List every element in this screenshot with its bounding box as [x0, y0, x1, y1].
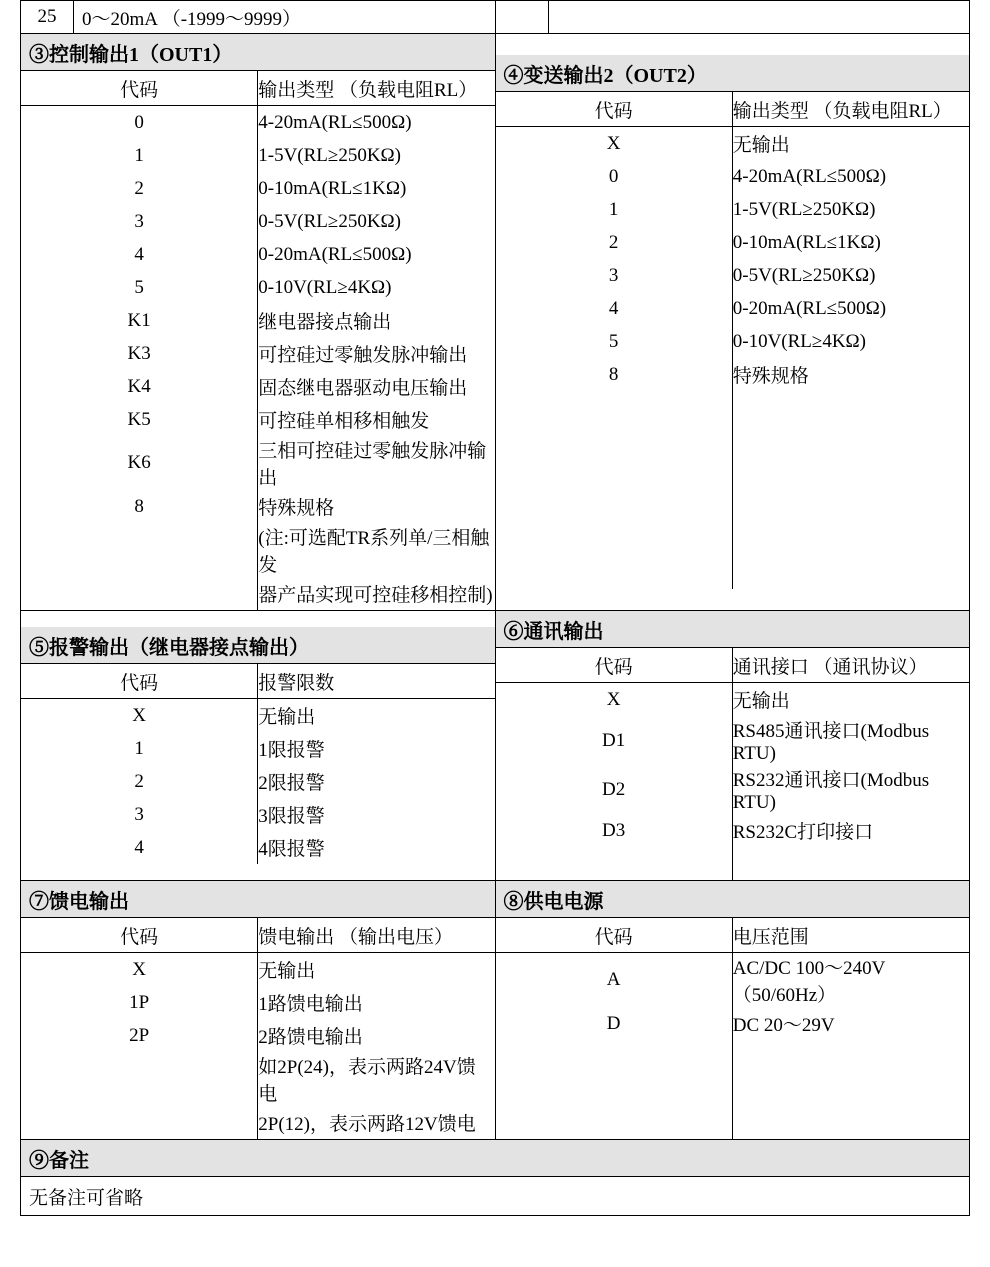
row-desc: 2路馈电输出: [258, 1027, 363, 1048]
table-row: [21, 699, 495, 733]
section-row-out: [21, 34, 970, 611]
row-code: 4: [496, 292, 733, 325]
row-code: [21, 577, 258, 610]
table-row: [21, 986, 495, 1019]
section-alarm-header: [21, 627, 495, 664]
table-row: [496, 683, 970, 717]
row-desc: RS232C打印接口: [732, 822, 874, 843]
section-power: [495, 881, 970, 1140]
row-code: 1: [496, 193, 733, 226]
row-code: 4: [21, 831, 258, 864]
table-row: [21, 106, 495, 140]
col-head-code: 代码: [21, 918, 258, 953]
row-code: D2: [496, 765, 733, 814]
table-row: [21, 1, 970, 34]
section-power-title: ⑧供电电源: [496, 881, 970, 918]
table-row: [21, 490, 495, 523]
section-comm-table: [496, 611, 970, 880]
row-desc: 2限报警: [258, 773, 325, 794]
section-out1: [21, 34, 496, 611]
table-row-filler: [496, 1073, 970, 1106]
top-row-right-blank-desc: [548, 1, 970, 34]
row-desc: DC 20～29V: [732, 1015, 835, 1036]
section-alarm-table: [21, 627, 495, 864]
table-row-filler: [496, 490, 970, 523]
table-row: [496, 226, 970, 259]
table-row: [496, 358, 970, 391]
table-row: [21, 831, 495, 864]
row-code: 1: [21, 139, 258, 172]
section-remark-header-row: [21, 1140, 970, 1177]
section-power-table: [496, 881, 970, 1139]
section-out1-title: ③控制输出1（OUT1）: [21, 34, 495, 71]
row-code: A: [496, 953, 733, 1008]
row-desc: 0-20mA(RL≤500Ω): [732, 297, 887, 319]
row-code: K6: [21, 436, 258, 490]
section-remark-text: 无备注可省略: [21, 1177, 970, 1216]
row-desc: 0-10V(RL≥4KΩ): [258, 276, 392, 298]
row-code: K1: [21, 304, 258, 337]
section-comm-title: ⑥通讯输出: [496, 611, 970, 648]
section-feed-table: [21, 881, 495, 1139]
row-desc: 4-20mA(RL≤500Ω): [732, 165, 887, 187]
table-row-filler: [496, 424, 970, 457]
table-row-filler: [496, 556, 970, 589]
section-out2-colheads: [496, 92, 970, 127]
table-row: [21, 172, 495, 205]
table-row-filler: [496, 1040, 970, 1073]
table-row-filler: [496, 847, 970, 880]
row-desc: (注:可选配TR系列单/三相触发: [258, 528, 490, 576]
section-out2-header: [496, 55, 970, 92]
section-out1-table: [21, 34, 495, 610]
row-desc: 4限报警: [258, 839, 325, 860]
col-head-desc: 电压范围: [732, 918, 969, 953]
section-comm: [495, 611, 970, 881]
row-code: K4: [21, 370, 258, 403]
row-desc: 可控硅过零触发脉冲输出: [258, 345, 468, 366]
table-row-note: [21, 1052, 495, 1106]
row-desc: 三相可控硅过零触发脉冲输出: [258, 441, 487, 489]
col-head-desc: 输出类型 （负载电阻RL）: [732, 92, 969, 127]
section-comm-header: [496, 611, 970, 648]
table-row: [21, 1019, 495, 1052]
row-desc: 器产品实现可控硅移相控制): [258, 585, 493, 606]
section-comm-colheads: [496, 648, 970, 683]
top-row-right-blank-code: [495, 1, 548, 34]
table-row: [21, 798, 495, 831]
section-feed-title: ⑦馈电输出: [21, 881, 495, 918]
row-code: 1P: [21, 986, 258, 1019]
section-row-feed-power: [21, 881, 970, 1140]
table-row: [21, 304, 495, 337]
table-row: [21, 436, 495, 490]
section-feed: [21, 881, 496, 1140]
row-desc: 特殊规格: [732, 366, 809, 387]
row-desc: RS232通讯接口(Modbus RTU): [732, 770, 930, 813]
row-code: 3: [21, 205, 258, 238]
row-desc: 无输出: [732, 135, 790, 156]
table-row: [496, 127, 970, 161]
row-desc: 1路馈电输出: [258, 994, 363, 1015]
section-feed-colheads: [21, 918, 495, 953]
table-row: [21, 205, 495, 238]
row-desc: 可控硅单相移相触发: [258, 411, 430, 432]
row-code: 0: [21, 106, 258, 140]
row-desc: AC/DC 100～240V （50/60Hz）: [732, 958, 885, 1006]
row-code: 3: [496, 259, 733, 292]
top-row-desc: 0～20mA （-1999～9999）: [74, 1, 496, 34]
top-row-code: 25: [21, 1, 74, 34]
row-code: D3: [496, 814, 733, 847]
row-desc: 如2P(24)，表示两路24V馈电: [258, 1057, 476, 1105]
row-code: X: [496, 683, 733, 717]
col-head-code: 代码: [21, 664, 258, 699]
row-desc: 4-20mA(RL≤500Ω): [258, 111, 412, 133]
row-code: 5: [21, 271, 258, 304]
row-code: K3: [21, 337, 258, 370]
row-code: 5: [496, 325, 733, 358]
row-code: [21, 523, 258, 577]
row-desc: 无输出: [732, 691, 790, 712]
section-out2-title: ④变送输出2（OUT2）: [496, 55, 970, 92]
row-code: 2: [21, 765, 258, 798]
row-desc: 特殊规格: [258, 498, 335, 519]
row-code: 4: [21, 238, 258, 271]
section-out2: [495, 34, 970, 611]
col-head-desc: 报警限数: [258, 664, 495, 699]
row-code: 1: [21, 732, 258, 765]
section-power-colheads: [496, 918, 970, 953]
table-row-note: [21, 523, 495, 577]
row-code: X: [496, 127, 733, 161]
col-head-code: 代码: [496, 918, 733, 953]
section-power-header: [496, 881, 970, 918]
row-desc: 无输出: [258, 961, 316, 982]
table-row: [21, 953, 495, 987]
row-desc: 2P(12)，表示两路12V馈电: [258, 1114, 476, 1135]
row-desc: RS485通讯接口(Modbus RTU): [732, 721, 930, 764]
row-code: 2: [21, 172, 258, 205]
col-head-code: 代码: [496, 648, 733, 683]
section-out2-table: [496, 55, 970, 589]
row-code: 8: [21, 490, 258, 523]
section-feed-header: [21, 881, 495, 918]
table-row-filler: [496, 1106, 970, 1139]
table-row: [496, 259, 970, 292]
table-row: [21, 238, 495, 271]
row-code: 3: [21, 798, 258, 831]
table-row: [21, 271, 495, 304]
row-code: 0: [496, 160, 733, 193]
table-row-note: [21, 1106, 495, 1139]
table-row: [496, 765, 970, 814]
row-desc: 0-10mA(RL≤1KΩ): [258, 177, 407, 199]
table-row: [496, 292, 970, 325]
row-code: [21, 1052, 258, 1106]
row-desc: 继电器接点输出: [258, 312, 392, 333]
section-remark-body-row: [21, 1177, 970, 1216]
table-row-note: [21, 577, 495, 610]
col-head-code: 代码: [21, 71, 258, 106]
row-code: 8: [496, 358, 733, 391]
section-row-alarm-comm: [21, 611, 970, 881]
row-desc: 1-5V(RL≥250KΩ): [258, 144, 402, 166]
section-out1-colheads: [21, 71, 495, 106]
section-remark-title: ⑨备注: [21, 1140, 970, 1177]
table-row: [496, 814, 970, 847]
col-head-desc: 通讯接口 （通讯协议）: [732, 648, 969, 683]
table-row: [496, 953, 970, 1008]
row-desc: 1-5V(RL≥250KΩ): [732, 198, 876, 220]
row-desc: 0-20mA(RL≤500Ω): [258, 243, 412, 265]
table-row: [496, 1007, 970, 1040]
table-row: [496, 716, 970, 765]
table-row: [496, 193, 970, 226]
row-code: 2P: [21, 1019, 258, 1052]
col-head-code: 代码: [496, 92, 733, 127]
row-desc: 1限报警: [258, 740, 325, 761]
row-code: 2: [496, 226, 733, 259]
row-code: K5: [21, 403, 258, 436]
table-row: [21, 370, 495, 403]
table-row-filler: [496, 391, 970, 424]
col-head-desc: 输出类型 （负载电阻RL）: [258, 71, 495, 106]
table-row: [21, 403, 495, 436]
row-desc: 0-5V(RL≥250KΩ): [258, 210, 402, 232]
row-code: D1: [496, 716, 733, 765]
row-desc: 3限报警: [258, 806, 325, 827]
table-row: [496, 160, 970, 193]
specification-table: [20, 0, 970, 1216]
row-desc: 0-10mA(RL≤1KΩ): [732, 231, 881, 253]
section-alarm-title: ⑤报警输出（继电器接点输出）: [21, 627, 495, 664]
row-code: [21, 1106, 258, 1139]
section-alarm: [21, 611, 496, 881]
table-row-filler: [496, 523, 970, 556]
table-row: [21, 765, 495, 798]
row-code: D: [496, 1007, 733, 1040]
table-row-filler: [496, 457, 970, 490]
row-code: X: [21, 953, 258, 987]
table-row: [21, 732, 495, 765]
table-row: [21, 139, 495, 172]
row-code: X: [21, 699, 258, 733]
row-desc: 0-10V(RL≥4KΩ): [732, 330, 867, 352]
section-out1-header: [21, 34, 495, 71]
row-desc: 固态继电器驱动电压输出: [258, 378, 468, 399]
row-desc: 无输出: [258, 707, 316, 728]
table-row: [496, 325, 970, 358]
table-row: [21, 337, 495, 370]
section-alarm-colheads: [21, 664, 495, 699]
col-head-desc: 馈电输出 （输出电压）: [258, 918, 495, 953]
row-desc: 0-5V(RL≥250KΩ): [732, 264, 876, 286]
